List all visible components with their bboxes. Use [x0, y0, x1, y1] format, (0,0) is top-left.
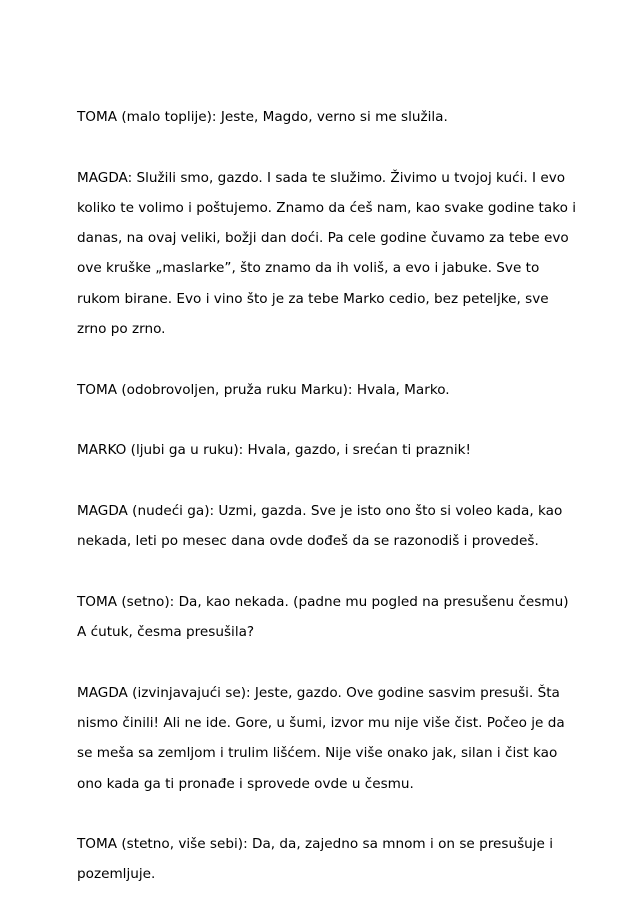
paragraph-marko-1: MARKO (ljubi ga u ruku): Hvala, gazdo, i srećan ti praznik! [77, 442, 471, 459]
paragraph-toma-3: TOMA (setno): Da, kao nekada. (padne mu pogled na presušenu česmu) A ćutuk, česma presušila? [77, 593, 569, 641]
paragraph-toma-2: TOMA (odobrovoljen, pruža ruku Marku): Hvala, Marko. [77, 381, 450, 398]
paragraph-toma-4: TOMA (stetno, više sebi): Da, da, zajedno sa mnom i on se presušuje i pozemljuje. [77, 836, 554, 883]
paragraph-magda-1: MAGDA: Služili smo, gazdo. I sada te služimo. Živimo u tvojoj kući. I evo koliko te volimo i poštujemo. Znamo da ćeš nam, kao svake godine tako i danas, na ovaj veliki, božji dan doći. Pa cele godine čuvamo za tebe evo ove kruške „maslarke”, što znamo da ih voliš, a evo i jabuke. Sve to rukom birane. Evo i vino što je za tebe Marko cedio, bez peteljke, sve zrno po zrno. [77, 169, 576, 338]
paragraph-magda-2: MAGDA (nudeći ga): Uzmi, gazda. Sve je isto ono što si voleo kada, kao nekada, leti po mesec dana ovde dođeš da se razonodiš i provedeš. [77, 502, 563, 550]
paragraph-toma-1: TOMA (malo toplije): Jeste, Magdo, verno si me služila. [77, 109, 448, 125]
paragraph-magda-3: MAGDA (izvinjavajući se): Jeste, gazdo. Ove godine sasvim presuši. Šta nismo činili! Ali ne ide. Gore, u šumi, izvor mu nije više čist. Počeo je da se meša sa zemljom i trulim lišćem. Nije više onako jak, silan i čist kao ono kada ga ti pronađe i sprovede ovde u česmu. [77, 684, 565, 792]
document-body [77, 102, 577, 890]
